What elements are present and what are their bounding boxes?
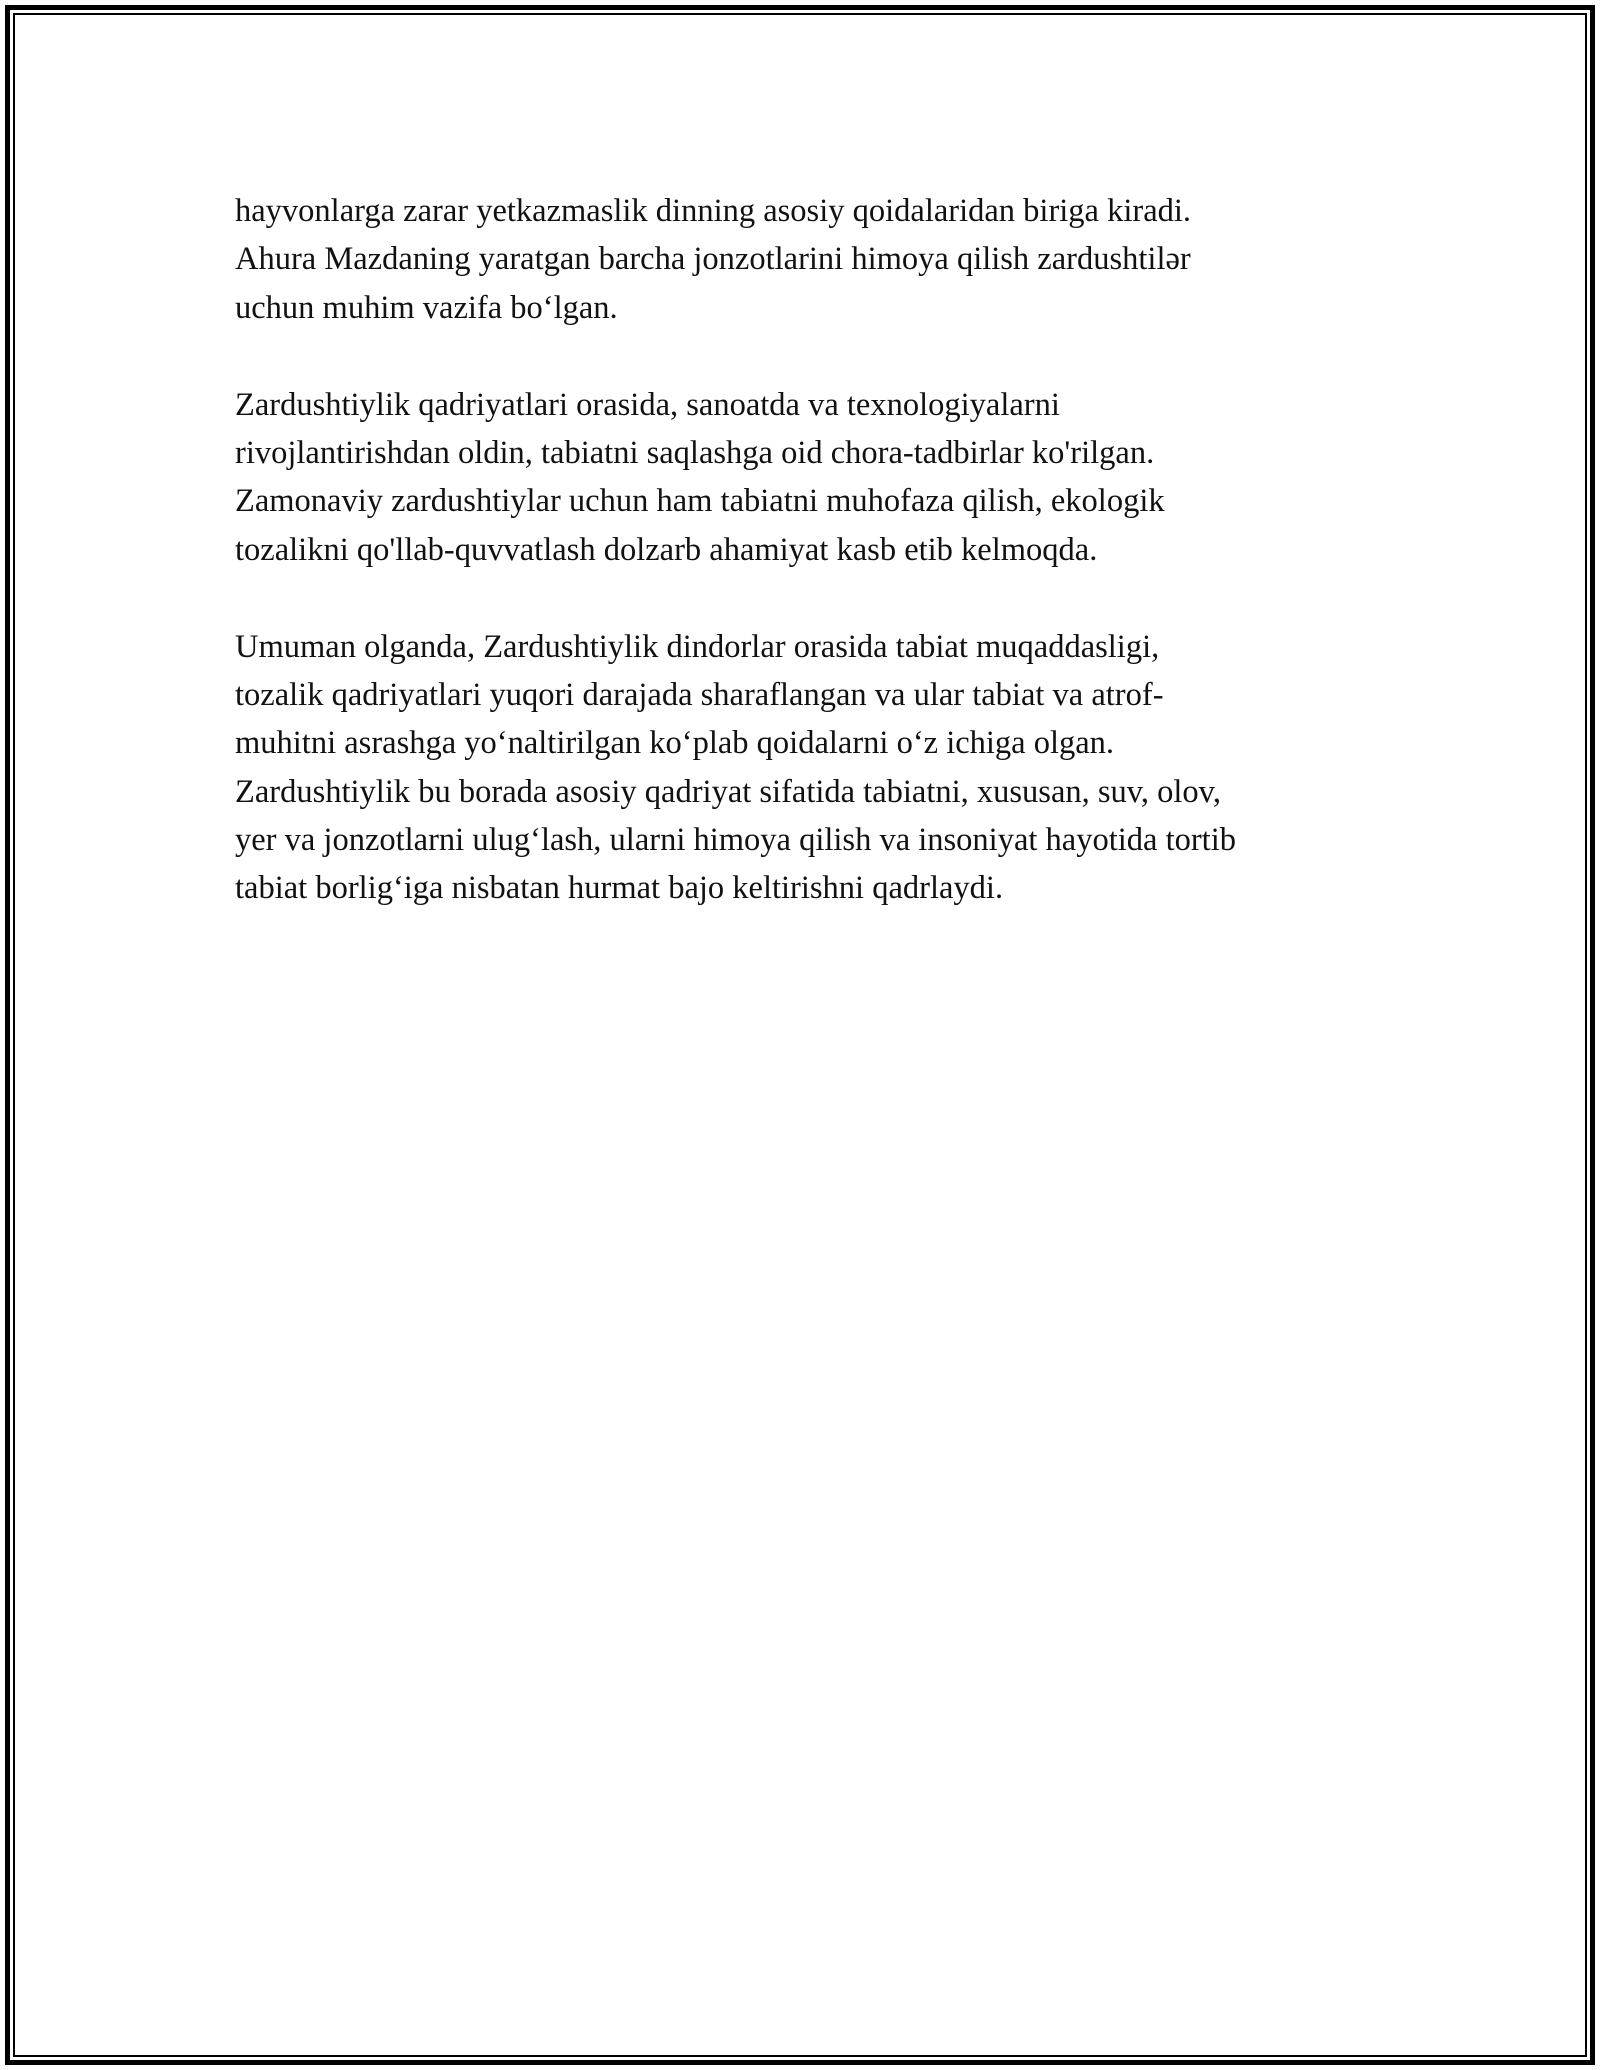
paragraph-1 <box>235 187 1375 332</box>
text-line: Ahura Mazdaning yaratgan barcha jonzotlarini himoya qilish zardushtilər <box>235 241 1191 278</box>
paragraph-2 <box>235 381 1375 575</box>
text-line: tabiat borlig‘iga nisbatan hurmat bajo keltirishni qadrlaydi. <box>235 870 1004 907</box>
text-line: Umuman olganda, Zardushtiylik dindorlar orasida tabiat muqaddasligi, <box>235 628 1160 665</box>
text-line: yer va jonzotlarni ulug‘lash, ularni himoya qilish va insoniyat hayotida tortib <box>235 822 1236 859</box>
text-line: hayvonlarga zarar yetkazmaslik dinning asosiy qoidalaridan biriga kiradi. <box>235 193 1192 229</box>
text-line: tozalikni qo'llab-quvvatlash dolzarb ahamiyat kasb etib kelmoqda. <box>235 531 1098 568</box>
document-body <box>235 187 1375 913</box>
text-line: Zamonaviy zardushtiylar uchun ham tabiatni muhofaza qilish, ekologik <box>235 483 1165 520</box>
paragraph-3 <box>235 623 1375 913</box>
text-line: rivojlantirishdan oldin, tabiatni saqlashga oid chora-tadbirlar ko'rilgan. <box>235 434 1155 471</box>
text-line: Zardushtiylik bu borada asosiy qadriyat sifatida tabiatni, xususan, suv, olov, <box>235 773 1221 810</box>
text-line: muhitni asrashga yo‘naltirilgan ko‘plab qoidalarni o‘z ichiga olgan. <box>235 725 1115 762</box>
text-line: uchun muhim vazifa bo‘lgan. <box>235 289 618 326</box>
text-line: tozalik qadriyatlari yuqori darajada sharaflangan va ular tabiat va atrof- <box>235 676 1164 713</box>
text-line: Zardushtiylik qadriyatlari orasida, sanoatda va texnologiyalarni <box>235 386 1060 423</box>
